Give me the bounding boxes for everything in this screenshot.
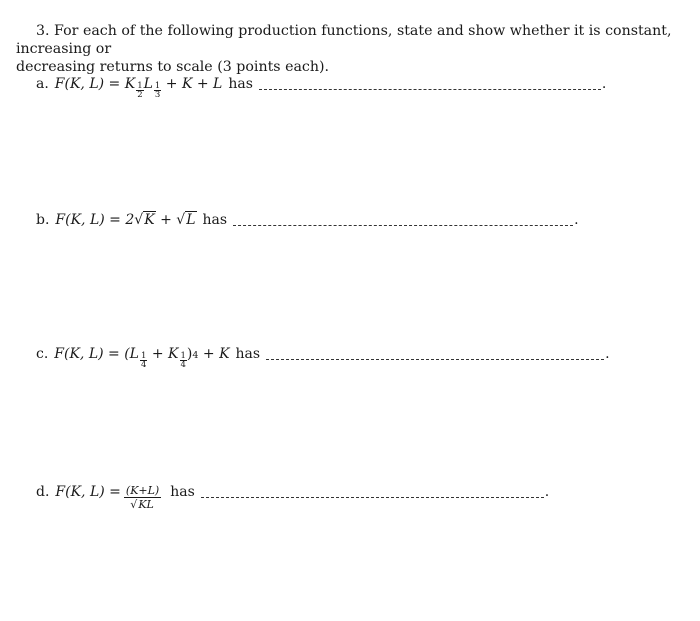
part-d-period: .: [544, 484, 550, 500]
part-b-lhs: F(K, L) = 2: [55, 212, 135, 228]
part-a-answer-blank[interactable]: [259, 79, 601, 90]
part-c-exponent-1-numerator: 1: [140, 351, 147, 361]
part-d-answer-blank[interactable]: [201, 487, 544, 498]
question-line-1: 3. For each of the following production functions, state and show whether it is constant, increasing or: [16, 23, 672, 57]
sqrt-symbol-icon: √: [176, 212, 186, 228]
part-a-period: .: [601, 76, 607, 92]
part-d-lhs: F(K, L) =: [55, 484, 121, 500]
part-c-mid: + K: [147, 346, 179, 362]
part-c: [36, 346, 610, 369]
part-d-has: has: [170, 484, 195, 500]
part-c-answer-blank[interactable]: [266, 349, 604, 360]
part-a-lhs: F(K, L) = K: [54, 76, 136, 92]
part-c-period: .: [605, 346, 610, 362]
part-a-has: has: [228, 76, 253, 92]
part-c-power: 4: [192, 350, 199, 361]
part-c-rest: + K: [198, 346, 230, 362]
part-c-exponent-1: [140, 352, 147, 369]
part-d-denominator: [124, 498, 161, 511]
part-b-plus: +: [155, 212, 177, 228]
part-b-sqrt-K: [134, 212, 155, 228]
part-d-fraction: [124, 485, 161, 511]
part-b: [36, 212, 579, 228]
sqrt-symbol-icon: √: [134, 212, 144, 228]
part-a-exponent-1-numerator: 1: [137, 81, 143, 91]
part-b-radicand-1: K: [144, 212, 155, 228]
question-line-2: decreasing returns to scale (3 points each).: [16, 59, 330, 75]
part-d-numerator: (K+L): [125, 484, 160, 497]
part-c-exponent-2: [180, 352, 187, 369]
part-a-L: L: [143, 76, 153, 92]
part-c-exponent-2-numerator: 1: [180, 351, 186, 361]
part-c-close-paren: ): [186, 346, 193, 362]
part-a-letter: a.: [36, 76, 49, 92]
sqrt-symbol-icon: √: [130, 498, 138, 511]
part-c-letter: c.: [36, 346, 49, 362]
question-stem: [16, 22, 676, 76]
part-d-letter: d.: [36, 484, 50, 500]
part-a-exponent-1: [136, 82, 143, 99]
part-a-rest: + K + L: [161, 76, 223, 92]
part-c-exponent-2-denominator: 4: [180, 360, 186, 370]
part-d: [36, 484, 549, 513]
part-b-period: .: [574, 212, 579, 228]
part-a-exponent-1-denominator: 2: [137, 90, 143, 100]
part-c-exponent-1-denominator: 4: [140, 360, 147, 370]
part-b-has: has: [202, 212, 228, 228]
part-d-radicand: KL: [138, 498, 154, 511]
part-a: [36, 76, 606, 99]
part-a-exponent-2-numerator: 1: [154, 81, 161, 91]
part-b-letter: b.: [36, 212, 50, 228]
part-c-lhs: F(K, L) = (L: [54, 346, 139, 362]
part-b-radicand-2: L: [186, 212, 196, 228]
part-a-exponent-2-denominator: 3: [154, 90, 161, 100]
part-b-answer-blank[interactable]: [233, 215, 573, 226]
part-b-sqrt-L: [176, 212, 196, 228]
part-a-exponent-2: [154, 82, 161, 99]
part-c-has: has: [235, 346, 261, 362]
